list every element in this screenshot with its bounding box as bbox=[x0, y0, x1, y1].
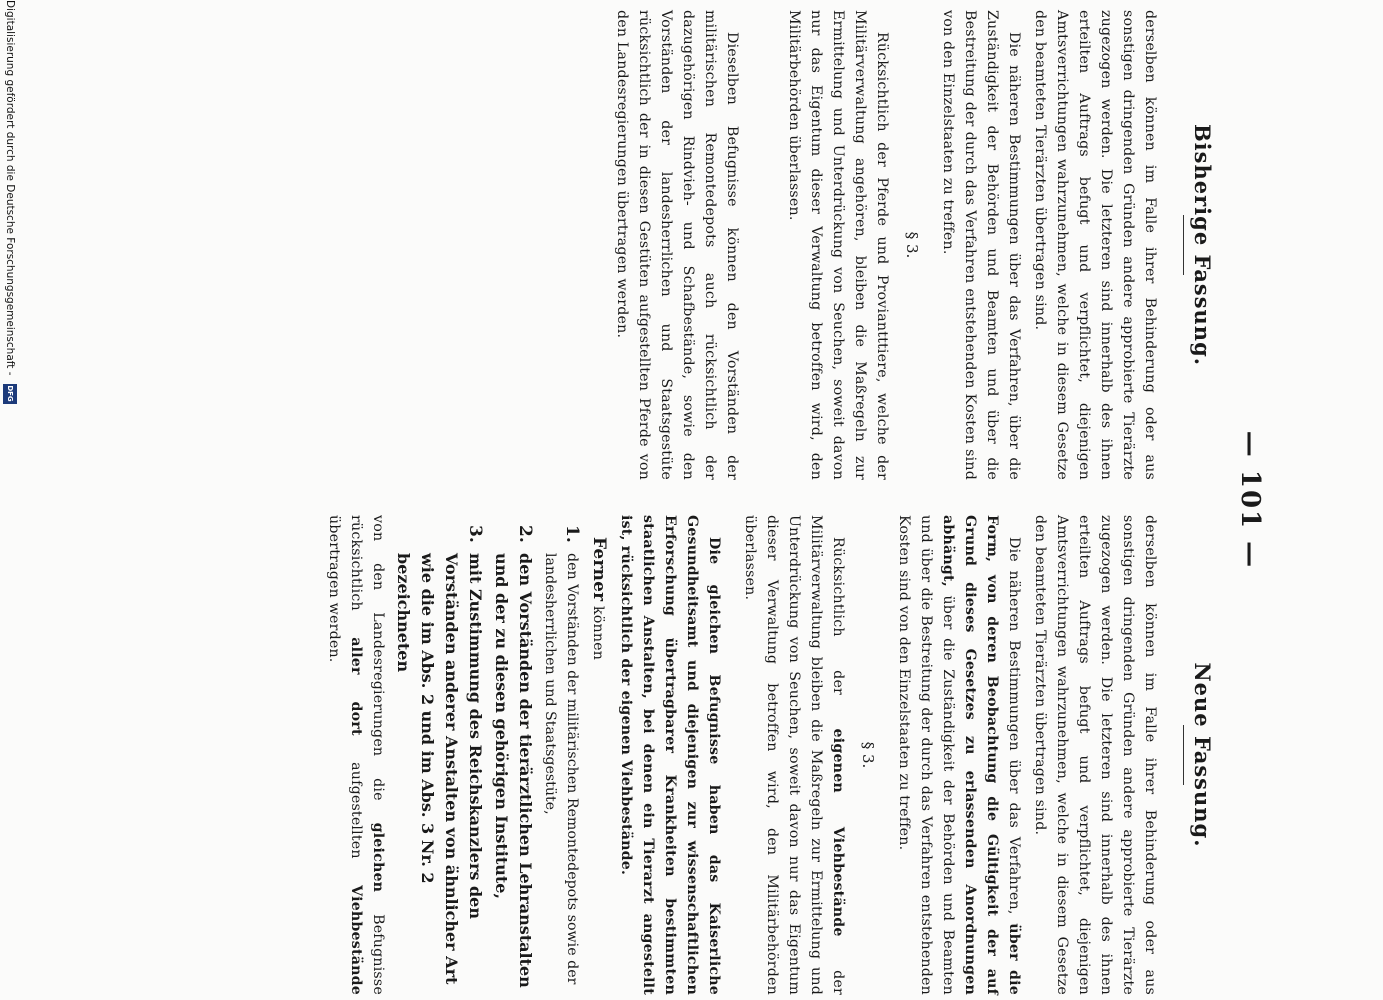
column-new-version bbox=[319, 515, 1233, 995]
column-heading-previous: Bisherige Fassung. bbox=[1190, 123, 1215, 367]
list-number: 2. bbox=[515, 525, 535, 543]
text-run: Rücksichtlich der bbox=[830, 537, 846, 696]
list-item-text: mit Zustimmung des Reichskanzlers den Vorständen anderer Anstalten von ähnlicher Art wie die im Abs. 2 und im Abs. 3 Nr. 2 bezeichneten bbox=[394, 553, 485, 985]
footer-credit bbox=[0, 0, 20, 1000]
amended-paragraph: Die gleichen Befugnisse haben das Kaiserliche Gesundheitsamt und diejenigen zur wissenschaftlichen Erforschung übertragbarer Krankheiten bestimmten staatlichen Anstalten, bei denen ein Tierarzt angestellt ist, rücksichtlich der eigenen Viehbestände. bbox=[618, 515, 722, 995]
paragraph: derselben können im Falle ihrer Behinderung oder aus sonstigen dringenden Gründen andere approbierte Tierärzte zugezogen werden. Die letzteren sind innerhalb des ihnen erteilten Auftrags befugt und verpflichtet, diejenigen Amtsverrichtungen wahrzunehmen, welche in diesem Gesetze den beamteten Tierärzten übertragen sind. bbox=[1032, 10, 1158, 480]
text-run: der Militärverwaltung bleiben die Maßregeln zur Ermittelung und Unterdrückung von Seuchen, soweit davon nur das Eigentum dieser Verwaltung betroffen wird, den Militärbehörden überlassen. bbox=[742, 515, 846, 995]
text-run: aufgestellten bbox=[348, 762, 364, 859]
paragraph: derselben können im Falle ihrer Behinderung oder aus sonstigen dringenden Gründen andere approbierte Tierärzte zugezogen werden. Die letzteren sind innerhalb des ihnen erteilten Auftrags befugt und verpflichtet, diejenigen Amtsverrichtungen wahrzunehmen, welche in diesem Gesetze den beamteten Tierärzten übertragen sind. bbox=[1032, 515, 1158, 995]
list-item-text: den Vorständen der tierärztlichen Lehranstalten und der zu diesen gehörigen Institute, bbox=[492, 553, 535, 988]
paragraph bbox=[587, 515, 611, 995]
enumerated-list bbox=[391, 515, 583, 995]
section-marker: § 3. bbox=[859, 741, 877, 769]
footer-credit-strip bbox=[0, 0, 20, 1000]
text-run: übertragen werden. bbox=[326, 515, 342, 663]
paragraph: Rücksichtlich der Pferde und Proviantttiere, welche der Militärverwaltung angehören, bleiben die Maßregeln zur Ermittelung und Unterdrückung von Seuchen, soweit davon nur das Eigentum dieser Verwaltung betroffen wird, den Militärbehörden überlassen. bbox=[786, 10, 890, 480]
paragraph bbox=[739, 515, 849, 995]
text-run: können bbox=[590, 605, 606, 661]
amended-text: über die Form, von deren Beobachtung die Gültigkeit der auf Grund dieses Gesetzes zu erlassenden Anordnungen abhängt, bbox=[940, 515, 1022, 995]
text-run: von den Landesregierungen die bbox=[370, 515, 386, 801]
text-run: Die näheren Bestimmungen über das Verfahren, bbox=[1006, 537, 1022, 915]
paragraph bbox=[323, 515, 389, 995]
amended-text: aller dort bbox=[348, 637, 364, 736]
list-item bbox=[489, 515, 537, 995]
column-heading-new: Neue Fassung. bbox=[1190, 662, 1215, 848]
page-number: — 101 — bbox=[1235, 430, 1265, 570]
amended-text: Ferner bbox=[589, 537, 609, 602]
amended-text: gleichen bbox=[370, 822, 386, 893]
text-run: über die Zuständigkeit der Behörden und Beamten und über die Bestreitung der durch das Verfahren entstehenden Kosten sind von den Einzelstaaten zu treffen. bbox=[896, 515, 956, 995]
section-marker: § 3. bbox=[903, 231, 921, 259]
heading-divider bbox=[1183, 725, 1184, 785]
list-item bbox=[539, 515, 583, 995]
list-number: 3. bbox=[465, 525, 485, 543]
list-item bbox=[391, 515, 487, 995]
text-run: Befugnisse rücksichtlich bbox=[348, 515, 386, 995]
column-previous-version bbox=[607, 10, 1233, 480]
heading-divider bbox=[1183, 215, 1184, 275]
amended-text: eigenen Viehbestände bbox=[830, 728, 846, 937]
dfg-logo-icon: DFG bbox=[3, 384, 17, 404]
amended-text: Viehbestände bbox=[348, 885, 364, 995]
paragraph: Dieselben Befugnisse können den Vorständen der militärischen Remontedepots auch rücksichtlich der dazugehörigen Rindvieh- und Schafbestände, sowie den Vorständen der landesherrlichen und Staatsgestüte rücksichtlich der in diesen Gestüten aufgestellten Pferde von den Landesregierungen übertragen werden. bbox=[614, 10, 740, 480]
list-number: 1. bbox=[562, 525, 582, 543]
footer-credit-text: Digitalisierung gefördert durch die Deutsche Forschungsgemeinschaft - bbox=[4, 0, 16, 376]
paragraph bbox=[893, 515, 1025, 995]
paragraph: Die näheren Bestimmungen über das Verfahren, über die Zuständigkeit der Behörden und Beamten und über die Bestreitung der durch das Verfahren entstehenden Kosten sind von den Einzelstaaten zu treffen. bbox=[940, 10, 1022, 480]
list-item-text: den Vorständen der militärischen Remontedepots sowie der landesherrlichen und Staatsgestüte, bbox=[542, 553, 580, 985]
